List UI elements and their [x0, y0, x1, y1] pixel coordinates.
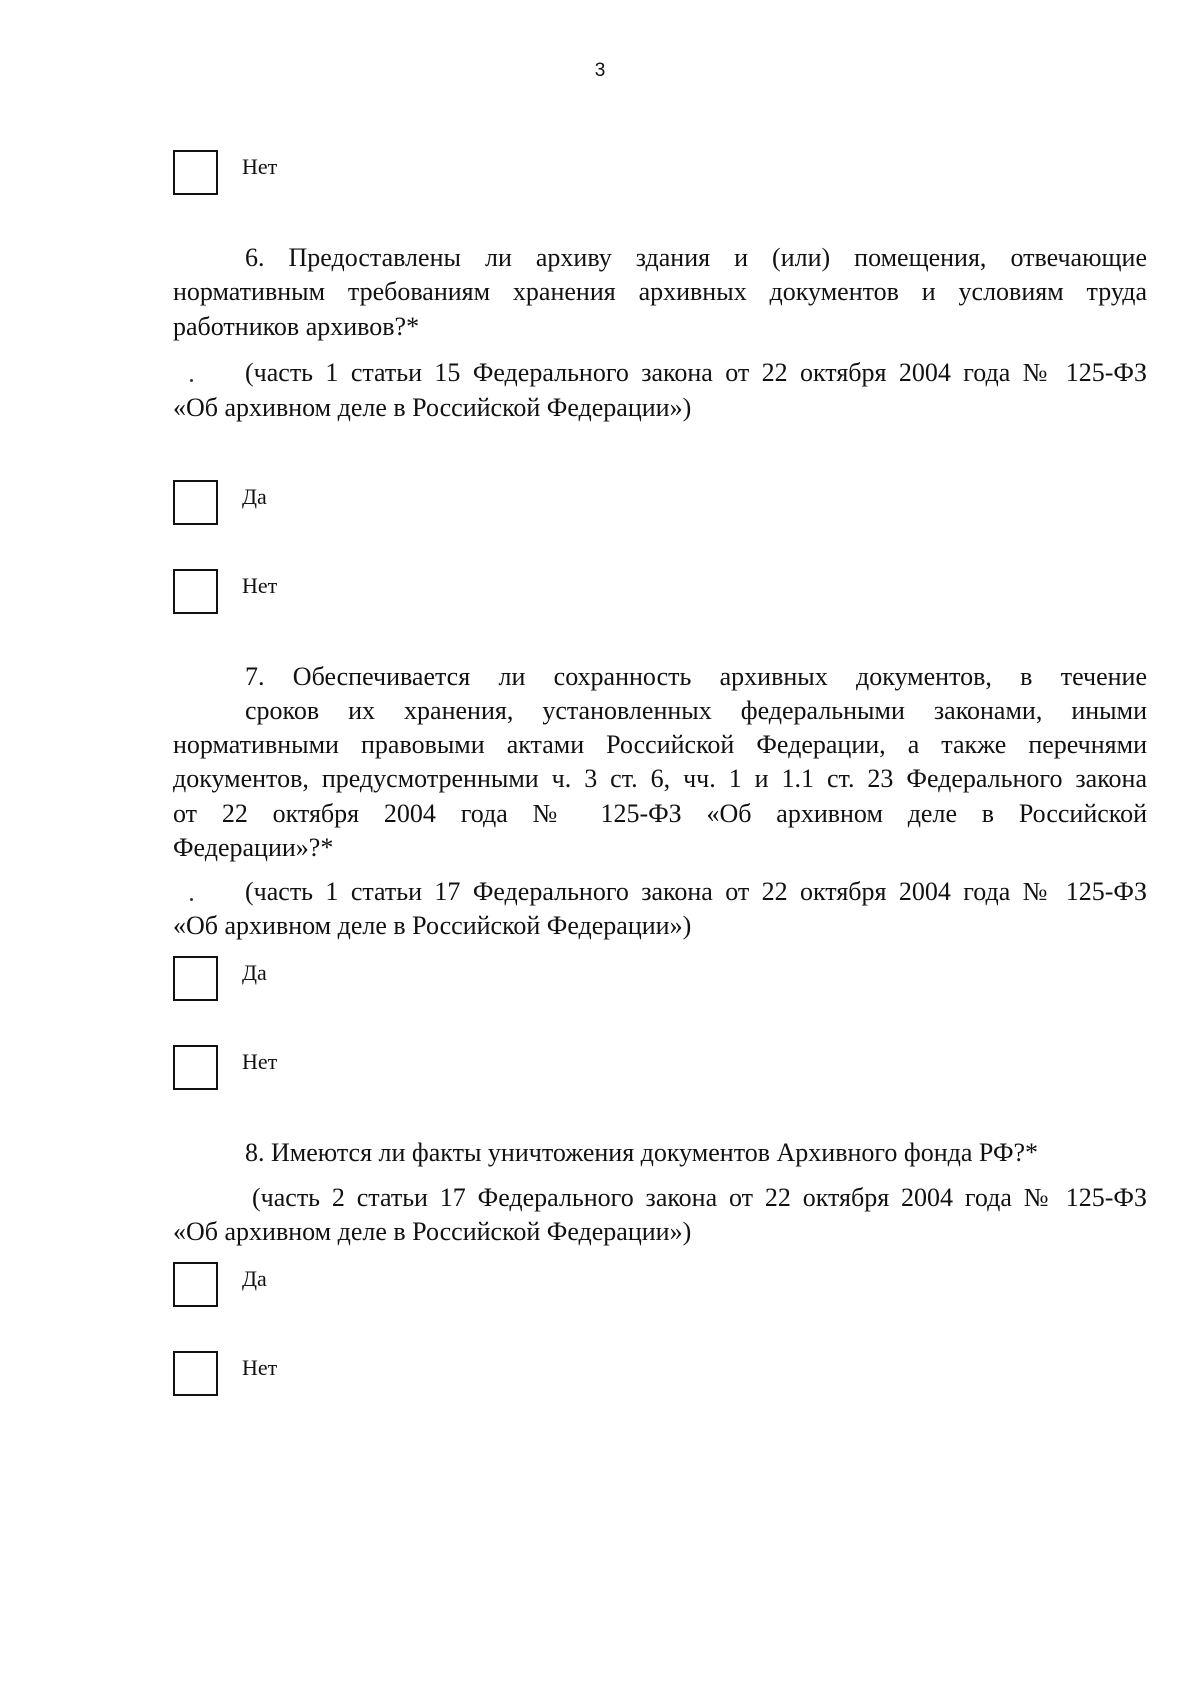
- no-label-q5: Нет: [242, 154, 278, 179]
- question-6-line-3: работников архивов?*: [173, 312, 420, 341]
- yes-label-q6: Да: [242, 484, 267, 509]
- question-7-line-5: от 22 октября 2004 года № 125-ФЗ «Об архивном деле в Российской: [173, 799, 1147, 828]
- question-7-line-4: документов, предусмотренными ч. 3 ст. 6, чч. 1 и 1.1 ст. 23 Федерального закона: [173, 764, 1147, 793]
- question-6-line-1: 6. Предоставлены ли архиву здания и (или) помещения, отвечающие: [245, 243, 1147, 272]
- yes-checkbox-q8[interactable]: [173, 1262, 218, 1307]
- stray-dot: [190, 898, 193, 901]
- yes-label-q7: Да: [242, 960, 267, 985]
- question-6-line-2: нормативным требованиям хранения архивных документов и условиям труда: [173, 277, 1147, 306]
- question-7-line-3: нормативными правовыми актами Российской Федерации, а также перечнями: [173, 730, 1147, 759]
- question-7-line-1: 7. Обеспечивается ли сохранность архивных документов, в течение: [245, 662, 1147, 691]
- question-8-line-1: 8. Имеются ли факты уничтожения документов Архивного фонда РФ?*: [245, 1138, 1039, 1167]
- page-number: 3: [594, 60, 606, 81]
- question-6-reference-line-1: (часть 1 статьи 15 Федерального закона от 22 октября 2004 года № 125-ФЗ: [245, 358, 1147, 387]
- no-checkbox-q6[interactable]: [173, 569, 218, 614]
- yes-checkbox-q6[interactable]: [173, 480, 218, 525]
- no-label-q8: Нет: [242, 1355, 278, 1380]
- no-checkbox-q7[interactable]: [173, 1045, 218, 1090]
- no-label-q7: Нет: [242, 1049, 278, 1074]
- no-label-q6: Нет: [242, 573, 278, 598]
- question-7-line-2: сроков их хранения, установленных федеральными законами, иными: [245, 696, 1147, 725]
- question-8-reference-line-2: «Об архивном деле в Российской Федерации»): [173, 1217, 692, 1246]
- question-6-reference-line-2: «Об архивном деле в Российской Федерации»): [173, 393, 692, 422]
- no-checkbox-q5[interactable]: [173, 150, 218, 195]
- question-8-reference-line-1: (часть 2 статьи 17 Федерального закона от 22 октября 2004 года № 125-ФЗ: [252, 1183, 1147, 1212]
- stray-dot: [190, 379, 193, 382]
- question-7-reference-line-1: (часть 1 статьи 17 Федерального закона от 22 октября 2004 года № 125-ФЗ: [245, 877, 1147, 906]
- question-7-line-6: Федерации»?*: [173, 833, 334, 862]
- no-checkbox-q8[interactable]: [173, 1351, 218, 1396]
- question-7-reference-line-2: «Об архивном деле в Российской Федерации»): [173, 911, 692, 940]
- yes-checkbox-q7[interactable]: [173, 956, 218, 1001]
- yes-label-q8: Да: [242, 1266, 267, 1291]
